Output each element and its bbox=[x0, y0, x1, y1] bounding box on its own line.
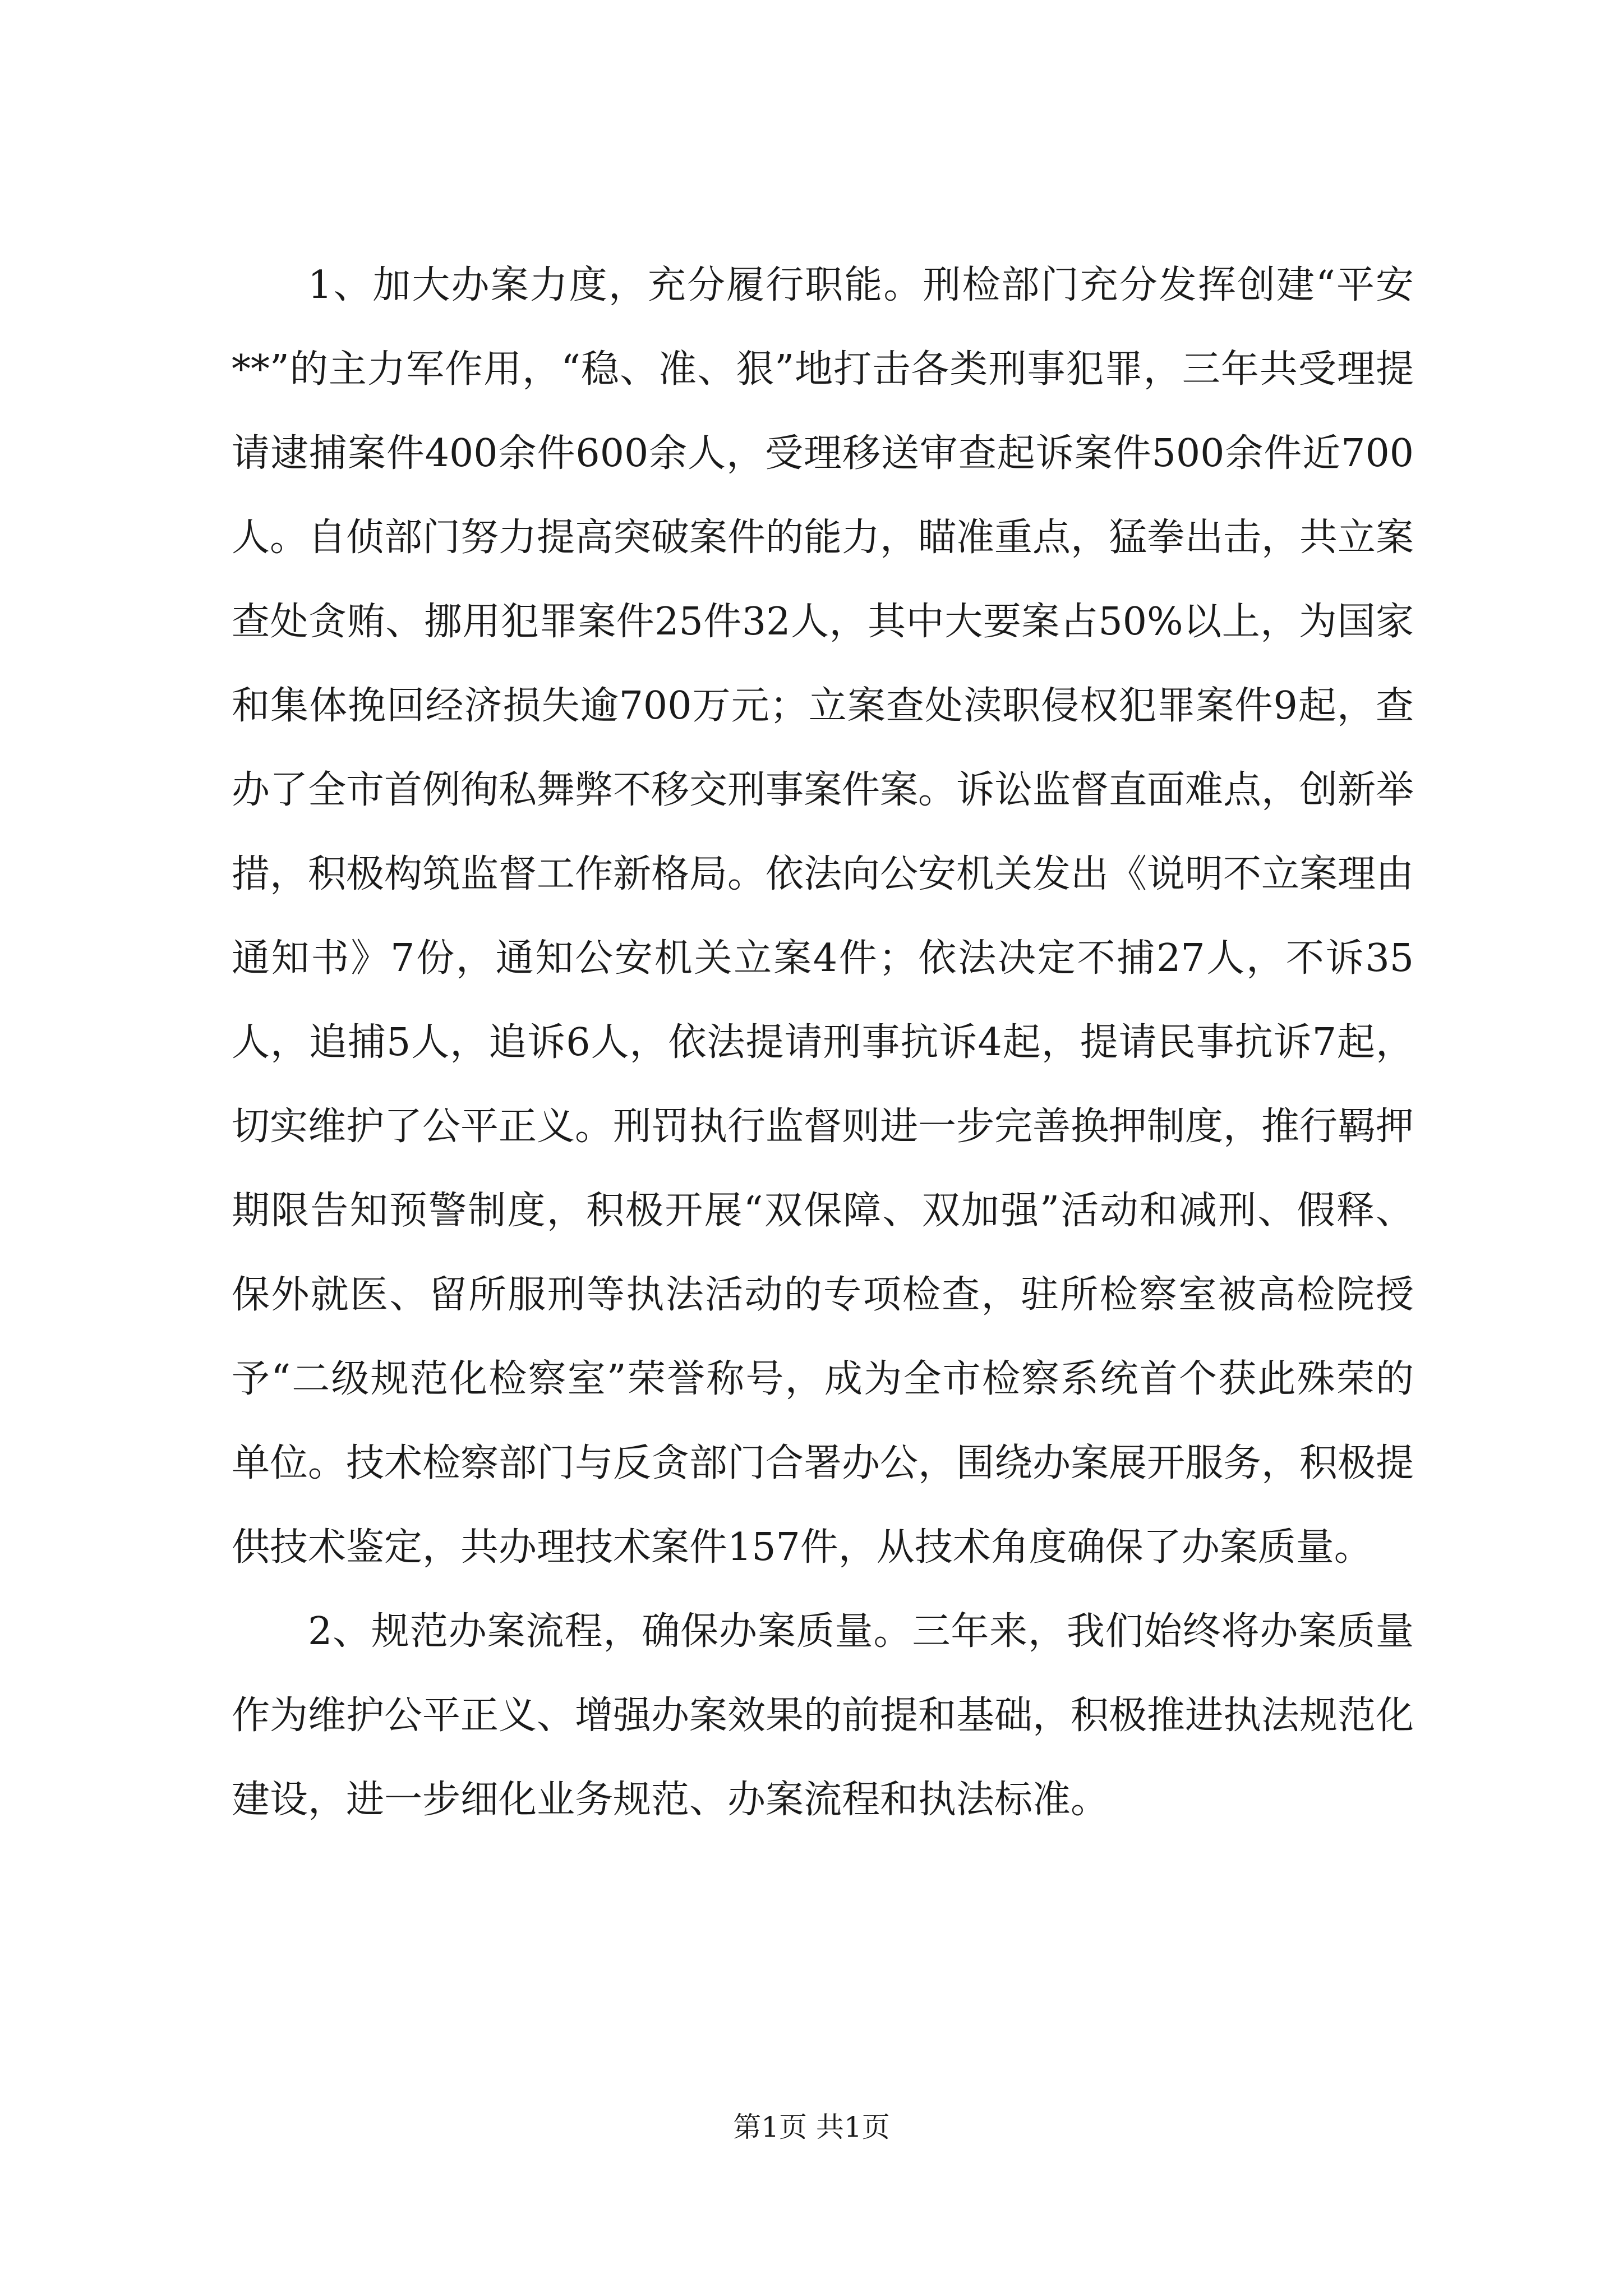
document-body bbox=[232, 243, 1414, 1842]
paragraph-1: 1、加大办案力度，充分履行职能。刑检部门充分发挥创建“平安**”的主力军作用，“稳、准、狠”地打击各类刑事犯罪，三年共受理提请逮捕案件400余件600余人，受理移送审查起诉案件500余件近700人。自侦部门努力提高突破案件的能力，瞄准重点，猛拳出击，共立案查处贪贿、挪用犯罪案件25件32人，其中大要案占50%以上，为国家和集体挽回经济损失逾700万元；立案查处渎职侵权犯罪案件9起，查办了全市首例徇私舞弊不移交刑事案件案。诉讼监督直面难点，创新举措，积极构筑监督工作新格局。依法向公安机关发出《说明不立案理由通知书》7份，通知公安机关立案4件；依法决定不捕27人，不诉35人，追捕5人，追诉6人，依法提请刑事抗诉4起，提请民事抗诉7起，切实维护了公平正义。刑罚执行监督则进一步完善换押制度，推行羁押期限告知预警制度，积极开展“双保障、双加强”活动和减刑、假释、保外就医、留所服刑等执法活动的专项检查，驻所检察室被高检院授予“二级规范化检察室”荣誉称号，成为全市检察系统首个获此殊荣的单位。技术检察部门与反贪部门合署办公，围绕办案展开服务，积极提供技术鉴定，共办理技术案件157件，从技术角度确保了办案质量。 bbox=[232, 263, 1414, 1570]
page-footer: 第1页 共1页 bbox=[733, 2111, 890, 2143]
paragraph-2: 2、规范办案流程，确保办案质量。三年来，我们始终将办案质量作为维护公平正义、增强办案效果的前提和基础，积极推进执法规范化建设，进一步细化业务规范、办案流程和执法标准。 bbox=[232, 1609, 1414, 1822]
